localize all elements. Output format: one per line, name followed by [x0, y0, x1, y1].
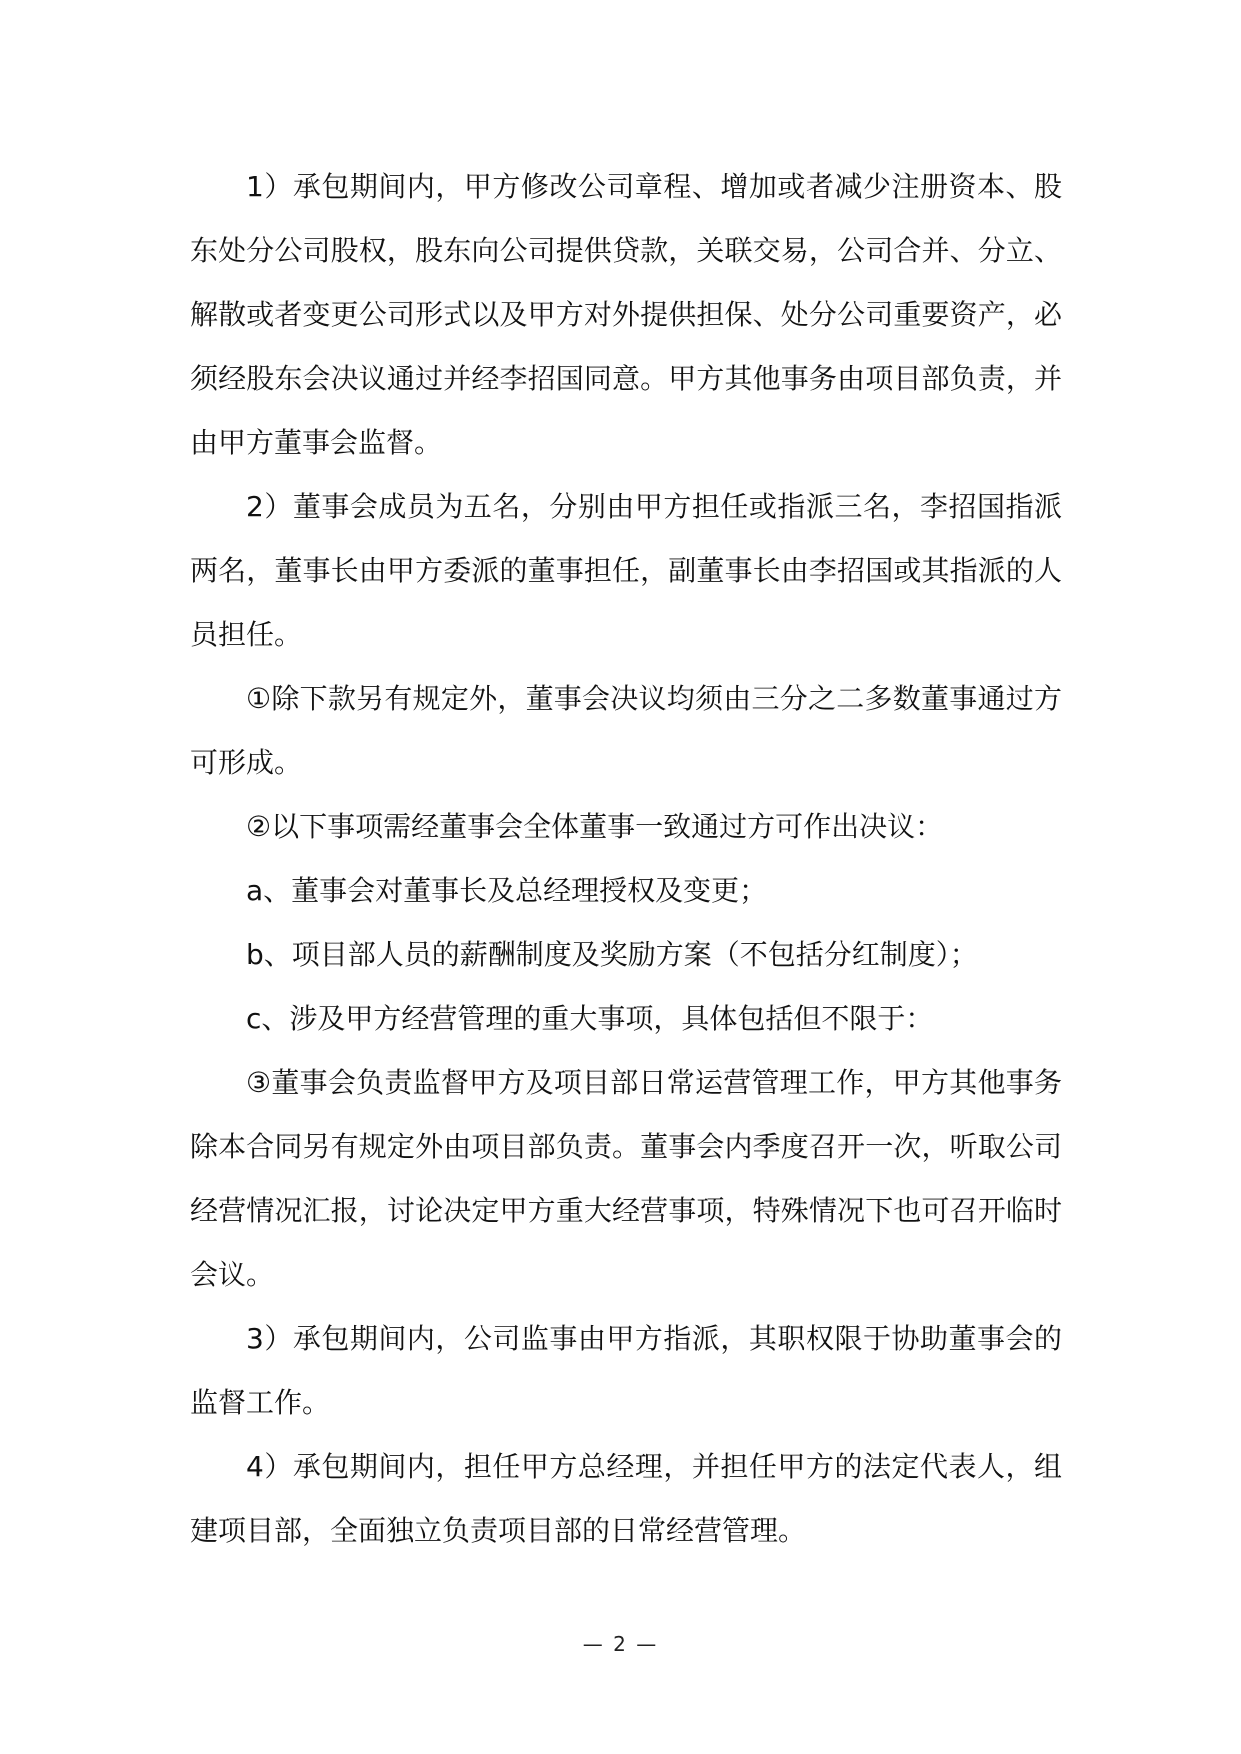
paragraph-10: 4）承包期间内，担任甲方总经理，并担任甲方的法定代表人，组建项目部，全面独立负责项目部的日常经营管理。 — [190, 1450, 1062, 1547]
paragraph-8: ③董事会负责监督甲方及项目部日常运营管理工作，甲方其他事务除本合同另有规定外由项目部负责。董事会内季度召开一次，听取公司经营情况汇报，讨论决定甲方重大经营事项，特殊情况下也可召开临时会议。 — [190, 1066, 1062, 1291]
paragraph-4: ②以下事项需经董事会全体董事一致通过方可作出决议： — [246, 810, 944, 843]
paragraph-5: a、董事会对董事长及总经理授权及变更； — [246, 874, 768, 907]
paragraph-1: 1）承包期间内，甲方修改公司章程、增加或者减少注册资本、股东处分公司股权，股东向公司提供贷款，关联交易，公司合并、分立、解散或者变更公司形式以及甲方对外提供担保、处分公司重要资产，必须经股东会决议通过并经李招国同意。甲方其他事务由项目部负责，并由甲方董事会监督。 — [190, 170, 1062, 459]
paragraph-6: b、项目部人员的薪酬制度及奖励方案（不包括分红制度）； — [246, 938, 978, 971]
document-body — [190, 155, 1062, 1563]
paragraph-3: ①除下款另有规定外，董事会决议均须由三分之二多数董事通过方可形成。 — [190, 682, 1062, 779]
paragraph-7: c、涉及甲方经营管理的重大事项，具体包括但不限于： — [246, 1002, 934, 1035]
page-number: — 2 — — [582, 1632, 659, 1656]
paragraph-9: 3）承包期间内，公司监事由甲方指派，其职权限于协助董事会的监督工作。 — [190, 1322, 1062, 1419]
paragraph-2: 2）董事会成员为五名，分别由甲方担任或指派三名，李招国指派两名，董事长由甲方委派的董事担任，副董事长由李招国或其指派的人员担任。 — [190, 490, 1062, 651]
